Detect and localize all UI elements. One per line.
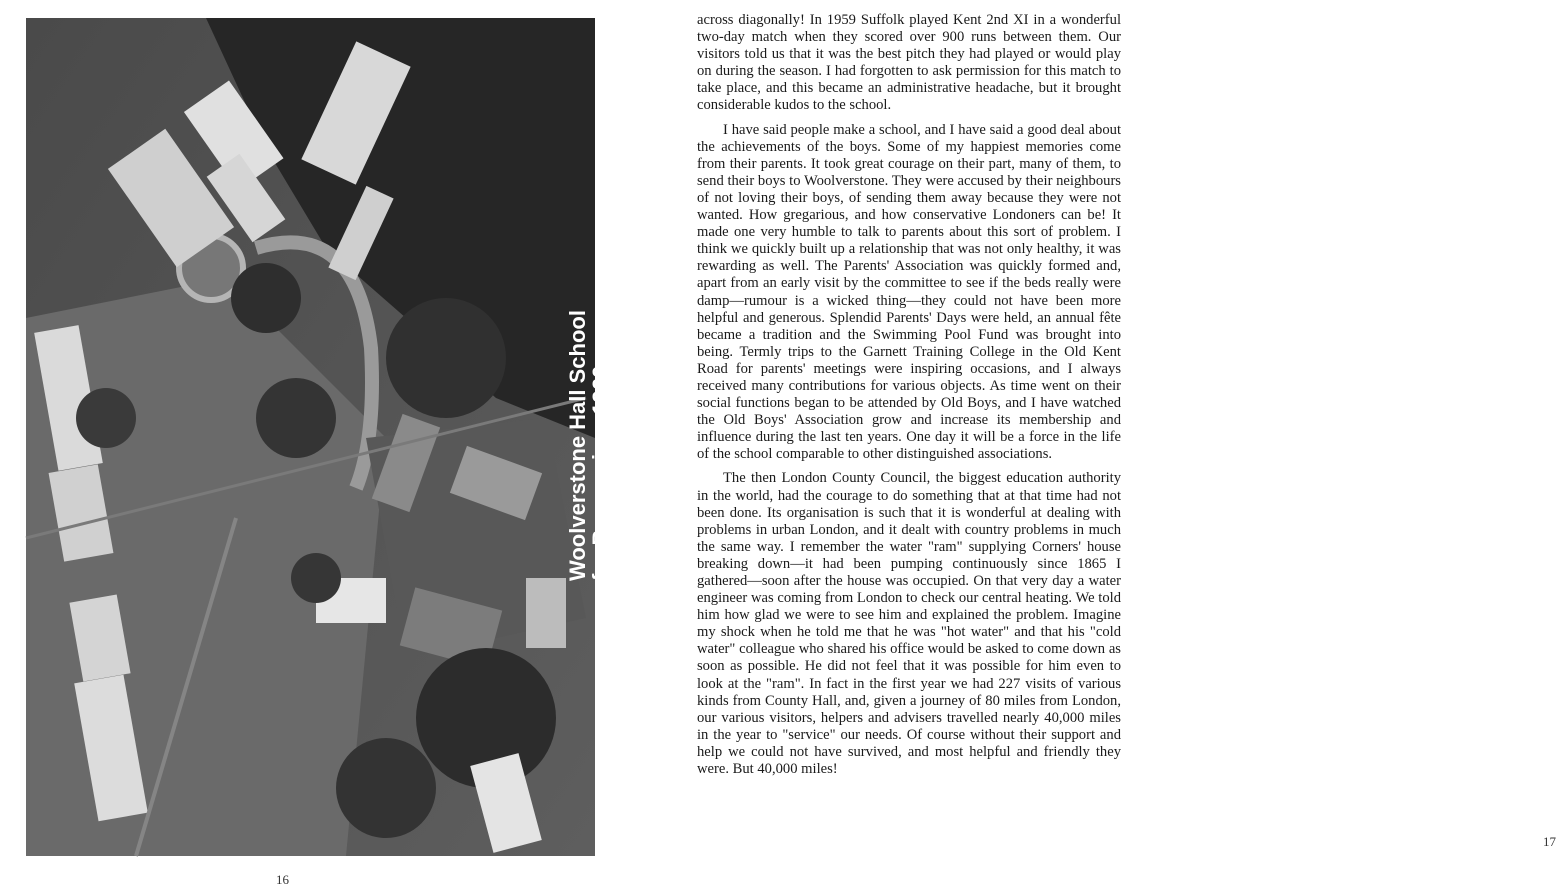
page-number-left: 16 [276, 872, 289, 887]
paragraph: across diagonally! In 1959 Suffolk played Kent 2nd XI in a wonderful two-day match when they scored over 900 runs between them. Our visitors told us that it was the best pitch they had played or would play on during the season. I had forgotten to ask permission for this match to take place, and this became an administrative headache, but it brought considerable kudos to the school. [697, 12, 1121, 114]
aerial-photo [26, 18, 613, 856]
photo-caption-line-1: Woolverstone Hall School [565, 310, 590, 581]
left-page [0, 0, 613, 887]
page-number-right: 17 [1543, 834, 1556, 849]
paragraph: The then London County Council, the biggest education authority in the world, had the courage to do something that at that time had not been done. Its organisation is such that it is wonderful at dealing with problems in urban London, and it dealt with country problems in much the same way. I remember the water "ram" supplying Corners' house breaking down—it had been pumping continuously since 1865 I gathered—soon after the house was occupied. On that very day a water engineer was coming from London to check our central heating. We told him how glad we were to see him and explained the problem. Imagine my shock when he told me that he was "hot water" and that his "cold water" colleague who shared his office would be asked to come down as soon as possible. He did not feel that it was possible for him even to look at the "ram". In fact in the first year we had 227 visits of various kinds from County Hall, and, given a journey of 80 miles from London, our various visitors, helpers and advisers travelled nearly 40,000 miles in the year to "service" our needs. Of course without their support and help we could not have survived, and most helpful and friendly they were. But 40,000 miles! [697, 470, 1121, 778]
aerial-photo-image [26, 18, 595, 856]
right-page [605, 0, 1556, 886]
paragraph: I have said people make a school, and I have said a good deal about the achievements of the boys. Some of my happiest memories come from their parents. It took great courage on their part, many of them, to send their boys to Woolverstone. They were accused by their neighbours of not loving their boys, of sending them away because they were not wanted. How gregarious, and how conservative Londoners can be! It made one very humble to talk to parents about this sort of problem. I think we quickly built up a relationship that was not only healthy, it was rewarding as well. The Parents' Association was quickly formed and, apart from an early visit by the committee to see if the beds really were damp—rumour is a wicked thing—they could not have been more helpful and generous. Splendid Parents' Days were held, an annual fête became a tradition and the Swimming Pool Fund was brought into being. Termly trips to the Garnett Training College in the Old Kent Road for parents' meetings were inspiring occasions, and I always received many contributions for various objects. As time went on their social functions began to be attended by Old Boys, and I have watched the Old Boys' Association grow and increase its membership and influence during the last ten years. One day it will be a force in the life of the school comparable to other distinguished associations. [697, 121, 1121, 463]
photo-caption [565, 310, 613, 581]
photo-caption-line-2: for Boys - circa 1960 [588, 365, 613, 581]
body-text [697, 12, 1121, 785]
